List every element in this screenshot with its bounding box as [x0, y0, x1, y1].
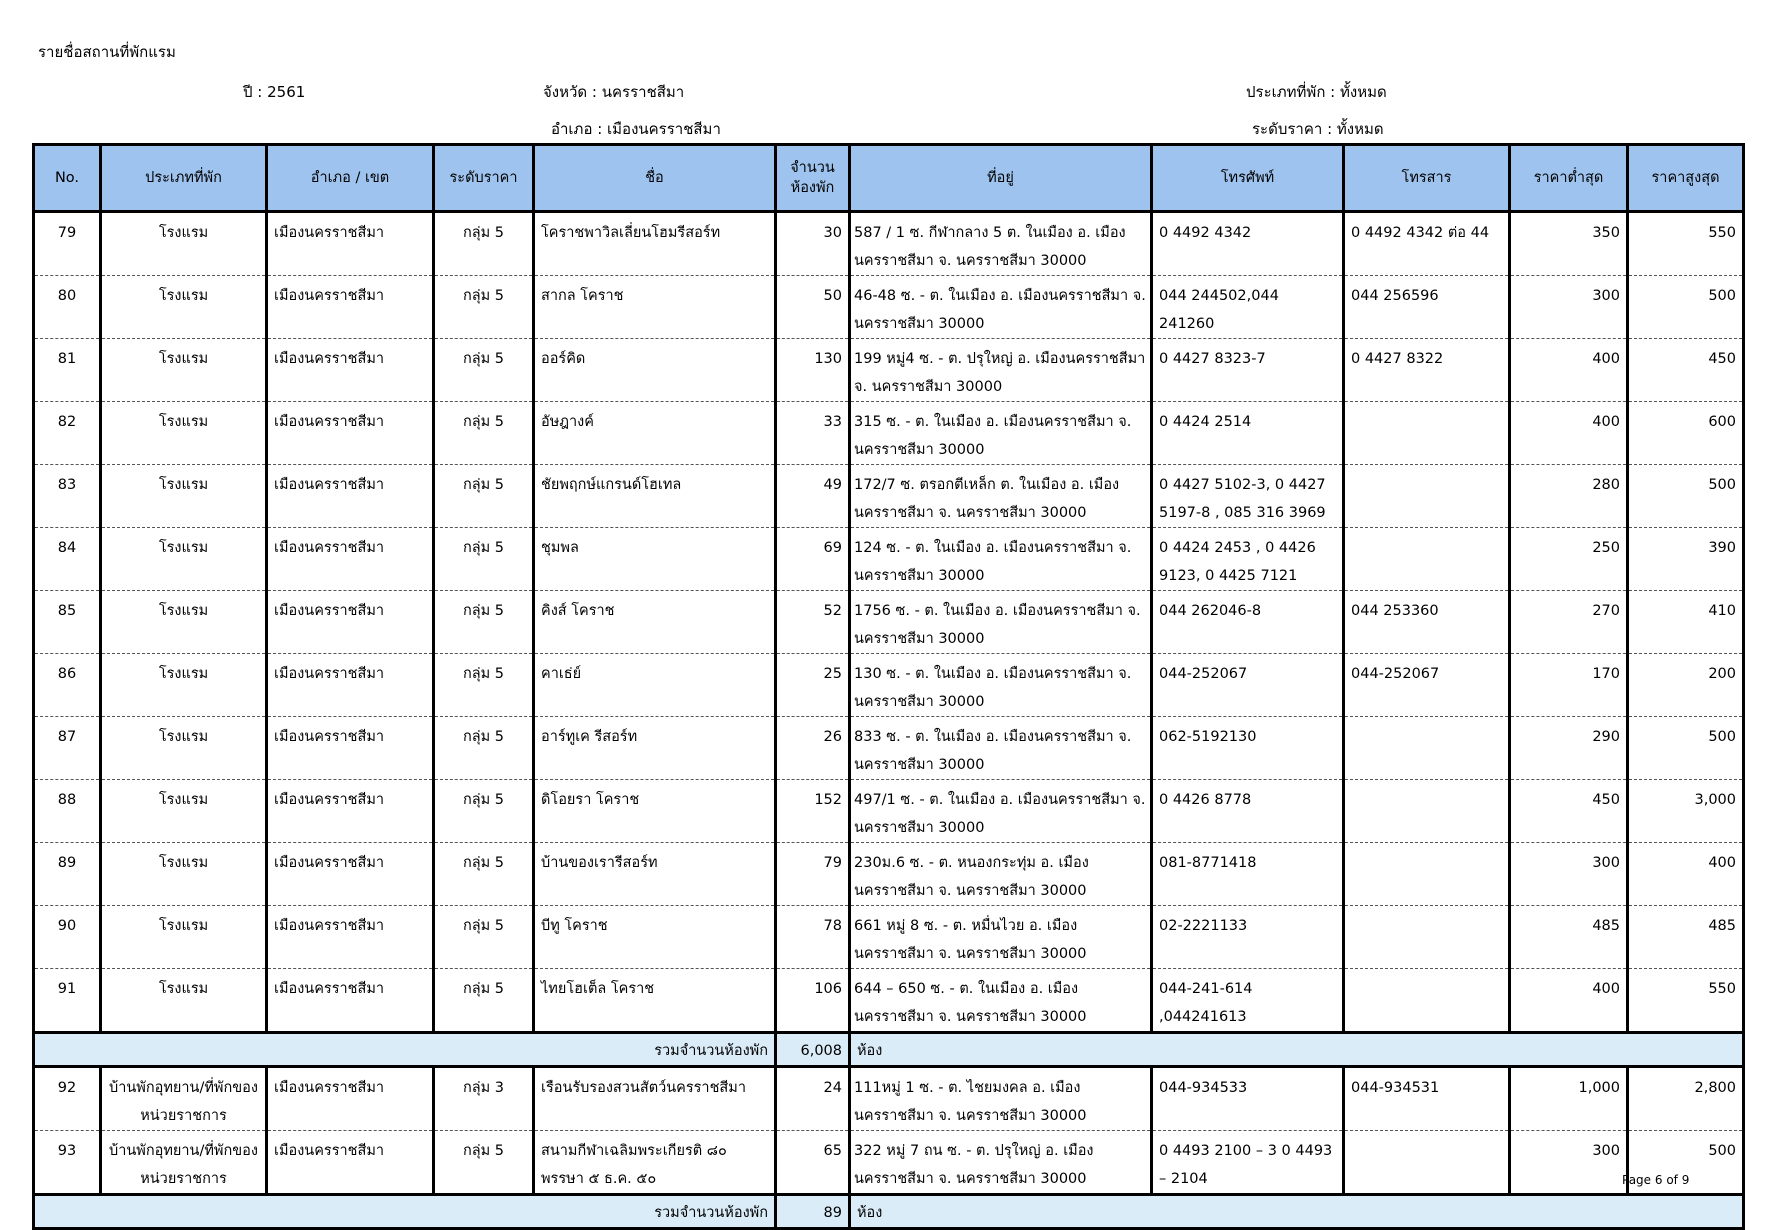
cell-phone: 0 4493 2100 – 3 0 4493 – 2104	[1152, 1131, 1344, 1195]
cell-address: 124 ซ. - ต. ในเมือง อ. เมืองนครราชสีมา จ. นครราชสีมา 30000	[850, 528, 1152, 591]
cell-type: โรงแรม	[101, 402, 267, 465]
cell-min-price: 290	[1510, 717, 1628, 780]
cell-address: 1756 ซ. - ต. ในเมือง อ. เมืองนครราชสีมา จ. นครราชสีมา 30000	[850, 591, 1152, 654]
cell-type: โรงแรม	[101, 969, 267, 1033]
cell-phone: 0 4427 5102-3, 0 4427 5197-8 , 085 316 3969	[1152, 465, 1344, 528]
cell-name: โคราชพาวิลเลี่ยนโฮมรีสอร์ท	[534, 212, 776, 276]
cell-address: 322 หมู่ 7 ถน ซ. - ต. ปรุใหญ่ อ. เมืองนครราชสีมา จ. นครราชสีมา 30000	[850, 1131, 1152, 1195]
cell-type: โรงแรม	[101, 717, 267, 780]
cell-level: กลุ่ม 5	[434, 969, 534, 1033]
cell-district: เมืองนครราชสีมา	[267, 276, 434, 339]
table-row	[34, 465, 1744, 528]
table-row	[34, 276, 1744, 339]
cell-no: 79	[34, 212, 101, 276]
cell-phone: 0 4426 8778	[1152, 780, 1344, 843]
cell-min-price: 300	[1510, 276, 1628, 339]
cell-rooms: 106	[776, 969, 850, 1033]
cell-fax	[1344, 1131, 1510, 1195]
type-label: ประเภทที่พัก : ทั้งหมด	[1246, 83, 1387, 101]
cell-address: 587 / 1 ซ. กีฬากลาง 5 ต. ในเมือง อ. เมืองนครราชสีมา จ. นครราชสีมา 30000	[850, 212, 1152, 276]
cell-phone: 081-8771418	[1152, 843, 1344, 906]
cell-min-price: 170	[1510, 654, 1628, 717]
table-row	[34, 780, 1744, 843]
cell-address: 497/1 ซ. - ต. ในเมือง อ. เมืองนครราชสีมา จ. นครราชสีมา 30000	[850, 780, 1152, 843]
cell-fax	[1344, 717, 1510, 780]
total-row	[34, 1195, 1744, 1229]
cell-no: 83	[34, 465, 101, 528]
price-level-label: ระดับราคา : ทั้งหมด	[1252, 120, 1384, 138]
cell-level: กลุ่ม 5	[434, 528, 534, 591]
cell-district: เมืองนครราชสีมา	[267, 465, 434, 528]
page-title: รายชื่อสถานที่พักแรม	[38, 43, 176, 61]
cell-level: กลุ่ม 5	[434, 843, 534, 906]
cell-max-price: 200	[1628, 654, 1744, 717]
cell-level: กลุ่ม 5	[434, 717, 534, 780]
cell-no: 90	[34, 906, 101, 969]
cell-no: 80	[34, 276, 101, 339]
cell-no: 89	[34, 843, 101, 906]
cell-max-price: 485	[1628, 906, 1744, 969]
cell-phone: 044 262046-8	[1152, 591, 1344, 654]
total-value: 89	[776, 1195, 850, 1229]
cell-level: กลุ่ม 5	[434, 591, 534, 654]
cell-fax	[1344, 528, 1510, 591]
col-no: No.	[34, 145, 101, 212]
cell-level: กลุ่ม 5	[434, 465, 534, 528]
cell-max-price: 400	[1628, 843, 1744, 906]
cell-no: 84	[34, 528, 101, 591]
page-number: Page 6 of 9	[1622, 1173, 1690, 1187]
cell-address: 111หมู่ 1 ซ. - ต. ไชยมงคล อ. เมืองนครราชสีมา จ. นครราชสีมา 30000	[850, 1067, 1152, 1131]
cell-district: เมืองนครราชสีมา	[267, 906, 434, 969]
cell-district: เมืองนครราชสีมา	[267, 1131, 434, 1195]
cell-type: โรงแรม	[101, 780, 267, 843]
cell-district: เมืองนครราชสีมา	[267, 717, 434, 780]
cell-rooms: 130	[776, 339, 850, 402]
cell-min-price: 1,000	[1510, 1067, 1628, 1131]
cell-no: 86	[34, 654, 101, 717]
cell-name: ดิโอยรา โคราช	[534, 780, 776, 843]
cell-no: 87	[34, 717, 101, 780]
cell-phone: 044-241-614 ,044241613	[1152, 969, 1344, 1033]
header-row	[34, 145, 1744, 212]
cell-district: เมืองนครราชสีมา	[267, 843, 434, 906]
cell-name: คิงส์ โคราช	[534, 591, 776, 654]
cell-fax: 044-252067	[1344, 654, 1510, 717]
cell-type: โรงแรม	[101, 212, 267, 276]
cell-phone: 0 4427 8323-7	[1152, 339, 1344, 402]
cell-name: ออร์คิด	[534, 339, 776, 402]
cell-max-price: 550	[1628, 212, 1744, 276]
col-district: อำเภอ / เขต	[267, 145, 434, 212]
cell-phone: 044 244502,044 241260	[1152, 276, 1344, 339]
table-row	[34, 591, 1744, 654]
cell-address: 230ม.6 ซ. - ต. หนองกระทุ่ม อ. เมืองนครราชสีมา จ. นครราชสีมา 30000	[850, 843, 1152, 906]
table-row	[34, 969, 1744, 1033]
cell-level: กลุ่ม 5	[434, 339, 534, 402]
cell-district: เมืองนครราชสีมา	[267, 969, 434, 1033]
cell-no: 82	[34, 402, 101, 465]
cell-address: 199 หมู่4 ซ. - ต. ปรุใหญ่ อ. เมืองนครราชสีมา จ. นครราชสีมา 30000	[850, 339, 1152, 402]
cell-max-price: 390	[1628, 528, 1744, 591]
cell-level: กลุ่ม 5	[434, 906, 534, 969]
table-row	[34, 339, 1744, 402]
table-row	[34, 528, 1744, 591]
cell-address: 644 – 650 ซ. - ต. ในเมือง อ. เมืองนครราชสีมา จ. นครราชสีมา 30000	[850, 969, 1152, 1033]
cell-address: 172/7 ซ. ตรอกตีเหล็ก ต. ในเมือง อ. เมืองนครราชสีมา จ. นครราชสีมา 30000	[850, 465, 1152, 528]
cell-phone: 044-934533	[1152, 1067, 1344, 1131]
cell-level: กลุ่ม 5	[434, 780, 534, 843]
cell-max-price: 500	[1628, 717, 1744, 780]
col-max-price: ราคาสูงสุด	[1628, 145, 1744, 212]
table-row	[34, 717, 1744, 780]
cell-min-price: 350	[1510, 212, 1628, 276]
cell-no: 93	[34, 1131, 101, 1195]
cell-district: เมืองนครราชสีมา	[267, 591, 434, 654]
table-row	[34, 1131, 1744, 1195]
cell-no: 88	[34, 780, 101, 843]
cell-max-price: 500	[1628, 276, 1744, 339]
cell-address: 130 ซ. - ต. ในเมือง อ. เมืองนครราชสีมา จ. นครราชสีมา 30000	[850, 654, 1152, 717]
cell-level: กลุ่ม 5	[434, 212, 534, 276]
cell-fax	[1344, 843, 1510, 906]
total-label: รวมจำนวนห้องพัก	[34, 1195, 776, 1229]
cell-name: ไทยโฮเต็ล โคราช	[534, 969, 776, 1033]
cell-fax	[1344, 906, 1510, 969]
cell-phone: 044-252067	[1152, 654, 1344, 717]
cell-fax: 0 4427 8322	[1344, 339, 1510, 402]
cell-level: กลุ่ม 5	[434, 402, 534, 465]
cell-name: บ้านของเรารีสอร์ท	[534, 843, 776, 906]
cell-name: อัษฎางค์	[534, 402, 776, 465]
col-phone: โทรศัพท์	[1152, 145, 1344, 212]
cell-min-price: 250	[1510, 528, 1628, 591]
cell-min-price: 270	[1510, 591, 1628, 654]
cell-type: โรงแรม	[101, 906, 267, 969]
cell-type: โรงแรม	[101, 465, 267, 528]
cell-phone: 0 4492 4342	[1152, 212, 1344, 276]
cell-name: คาเธ่ย์	[534, 654, 776, 717]
accommodation-table	[32, 143, 1745, 1230]
col-name: ชื่อ	[534, 145, 776, 212]
table-row	[34, 654, 1744, 717]
cell-name: ชัยพฤกษ์แกรนด์โฮเทล	[534, 465, 776, 528]
cell-rooms: 79	[776, 843, 850, 906]
cell-min-price: 400	[1510, 402, 1628, 465]
cell-fax: 044 256596	[1344, 276, 1510, 339]
total-value: 6,008	[776, 1033, 850, 1067]
cell-min-price: 300	[1510, 843, 1628, 906]
cell-min-price: 400	[1510, 969, 1628, 1033]
cell-phone: 02-2221133	[1152, 906, 1344, 969]
cell-rooms: 65	[776, 1131, 850, 1195]
cell-name: บีทู โคราช	[534, 906, 776, 969]
cell-min-price: 400	[1510, 339, 1628, 402]
col-price-level: ระดับราคา	[434, 145, 534, 212]
cell-level: กลุ่ม 5	[434, 1131, 534, 1195]
cell-phone: 0 4424 2453 , 0 4426 9123, 0 4425 7121	[1152, 528, 1344, 591]
cell-phone: 0 4424 2514	[1152, 402, 1344, 465]
cell-type: โรงแรม	[101, 654, 267, 717]
cell-no: 85	[34, 591, 101, 654]
cell-level: กลุ่ม 5	[434, 276, 534, 339]
cell-name: สากล โคราช	[534, 276, 776, 339]
cell-fax: 044 253360	[1344, 591, 1510, 654]
table-row	[34, 906, 1744, 969]
cell-district: เมืองนครราชสีมา	[267, 654, 434, 717]
cell-max-price: 500	[1628, 465, 1744, 528]
col-type: ประเภทที่พัก	[101, 145, 267, 212]
cell-name: ชุมพล	[534, 528, 776, 591]
total-label: รวมจำนวนห้องพัก	[34, 1033, 776, 1067]
cell-fax	[1344, 780, 1510, 843]
table-row	[34, 402, 1744, 465]
cell-address: 661 หมู่ 8 ซ. - ต. หมื่นไวย อ. เมืองนครราชสีมา จ. นครราชสีมา 30000	[850, 906, 1152, 969]
cell-min-price: 485	[1510, 906, 1628, 969]
cell-no: 81	[34, 339, 101, 402]
cell-rooms: 24	[776, 1067, 850, 1131]
cell-rooms: 25	[776, 654, 850, 717]
cell-fax: 044-934531	[1344, 1067, 1510, 1131]
cell-rooms: 78	[776, 906, 850, 969]
cell-level: กลุ่ม 3	[434, 1067, 534, 1131]
cell-type: บ้านพักอุทยาน/ที่พักของหน่วยราชการ	[101, 1131, 267, 1195]
cell-rooms: 30	[776, 212, 850, 276]
cell-fax: 0 4492 4342 ต่อ 44	[1344, 212, 1510, 276]
col-fax: โทรสาร	[1344, 145, 1510, 212]
total-unit: ห้อง	[850, 1195, 1744, 1229]
cell-type: โรงแรม	[101, 339, 267, 402]
cell-district: เมืองนครราชสีมา	[267, 1067, 434, 1131]
cell-min-price: 280	[1510, 465, 1628, 528]
cell-max-price: 450	[1628, 339, 1744, 402]
cell-address: 833 ซ. - ต. ในเมือง อ. เมืองนครราชสีมา จ. นครราชสีมา 30000	[850, 717, 1152, 780]
cell-rooms: 33	[776, 402, 850, 465]
district-label: อำเภอ : เมืองนครราชสีมา	[551, 120, 721, 138]
cell-name: สนามกีฬาเฉลิมพระเกียรติ ๘๐ พรรษา ๕ ธ.ค. ๕๐	[534, 1131, 776, 1195]
col-min-price: ราคาต่ำสุด	[1510, 145, 1628, 212]
cell-max-price: 3,000	[1628, 780, 1744, 843]
cell-fax	[1344, 402, 1510, 465]
cell-rooms: 26	[776, 717, 850, 780]
cell-type: โรงแรม	[101, 276, 267, 339]
total-row	[34, 1033, 1744, 1067]
col-address: ที่อยู่	[850, 145, 1152, 212]
cell-fax	[1344, 465, 1510, 528]
table-row	[34, 843, 1744, 906]
cell-rooms: 69	[776, 528, 850, 591]
year-label: ปี : 2561	[243, 83, 306, 101]
table-row	[34, 212, 1744, 276]
cell-max-price: 550	[1628, 969, 1744, 1033]
cell-rooms: 52	[776, 591, 850, 654]
cell-no: 92	[34, 1067, 101, 1131]
cell-no: 91	[34, 969, 101, 1033]
province-label: จังหวัด : นครราชสีมา	[543, 83, 685, 101]
cell-type: โรงแรม	[101, 843, 267, 906]
cell-min-price: 300	[1510, 1131, 1628, 1195]
cell-type: โรงแรม	[101, 591, 267, 654]
cell-phone: 062-5192130	[1152, 717, 1344, 780]
cell-address: 315 ซ. - ต. ในเมือง อ. เมืองนครราชสีมา จ. นครราชสีมา 30000	[850, 402, 1152, 465]
col-rooms: จำนวน ห้องพัก	[776, 145, 850, 212]
cell-max-price: 600	[1628, 402, 1744, 465]
cell-level: กลุ่ม 5	[434, 654, 534, 717]
cell-max-price: 500	[1628, 1131, 1744, 1195]
cell-fax	[1344, 969, 1510, 1033]
cell-district: เมืองนครราชสีมา	[267, 339, 434, 402]
cell-max-price: 410	[1628, 591, 1744, 654]
cell-district: เมืองนครราชสีมา	[267, 212, 434, 276]
cell-name: อาร์ทูเค รีสอร์ท	[534, 717, 776, 780]
cell-rooms: 50	[776, 276, 850, 339]
cell-address: 46-48 ซ. - ต. ในเมือง อ. เมืองนครราชสีมา จ. นครราชสีมา 30000	[850, 276, 1152, 339]
cell-rooms: 49	[776, 465, 850, 528]
cell-district: เมืองนครราชสีมา	[267, 528, 434, 591]
total-unit: ห้อง	[850, 1033, 1744, 1067]
cell-district: เมืองนครราชสีมา	[267, 780, 434, 843]
cell-name: เรือนรับรองสวนสัตว์นครราชสีมา	[534, 1067, 776, 1131]
cell-type: โรงแรม	[101, 528, 267, 591]
cell-max-price: 2,800	[1628, 1067, 1744, 1131]
cell-type: บ้านพักอุทยาน/ที่พักของหน่วยราชการ	[101, 1067, 267, 1131]
cell-district: เมืองนครราชสีมา	[267, 402, 434, 465]
cell-min-price: 450	[1510, 780, 1628, 843]
table-row	[34, 1067, 1744, 1131]
cell-rooms: 152	[776, 780, 850, 843]
